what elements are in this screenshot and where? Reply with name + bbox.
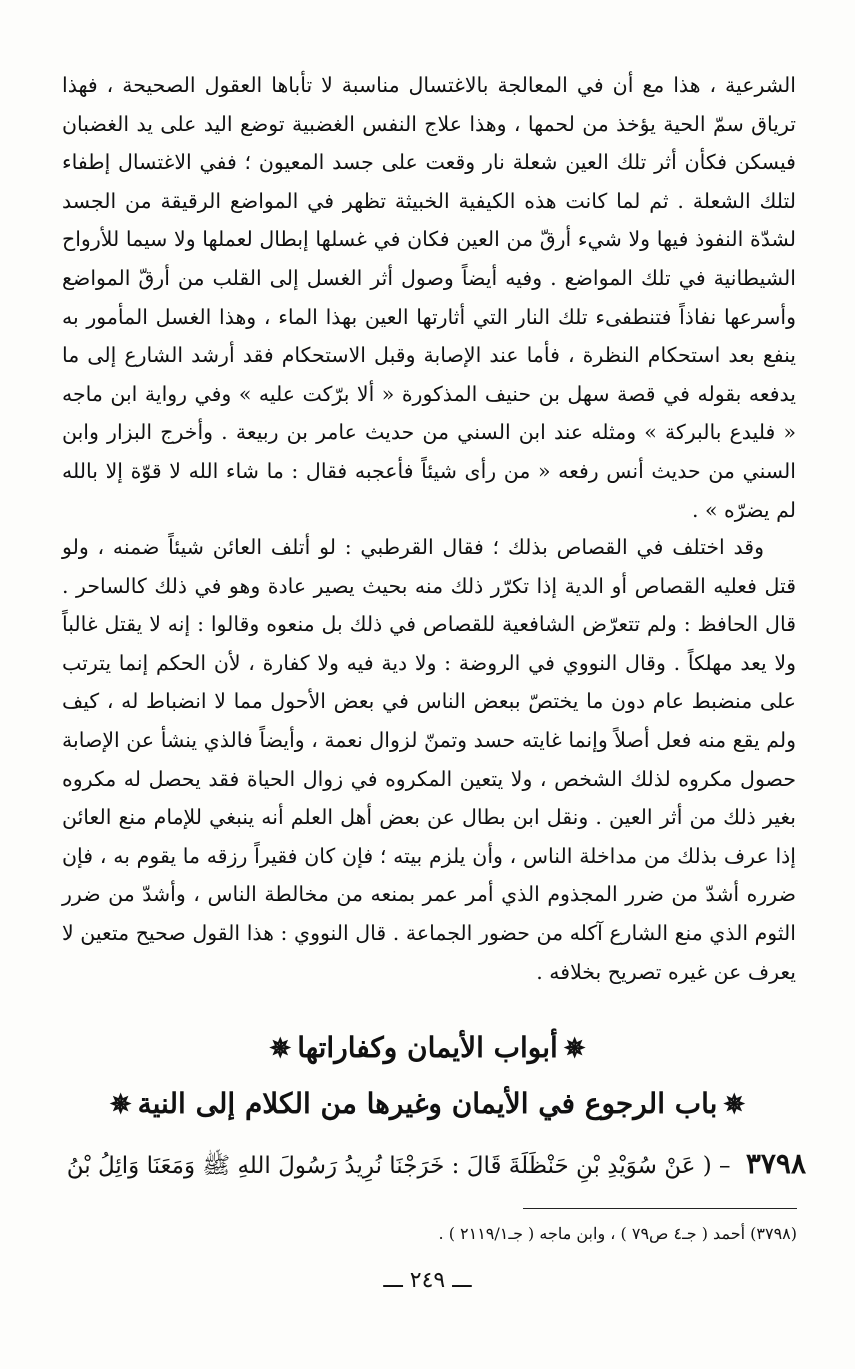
chapter-heading [40, 1087, 815, 1120]
section-heading [40, 1031, 815, 1064]
star-ornament-icon: ✵ [269, 1034, 292, 1064]
section-heading-text: أبواب الأيمان وكفاراتها [297, 1031, 558, 1064]
star-ornament-icon: ✵ [563, 1034, 586, 1064]
hadith-text: – ( عَنْ سُوَيْدِ بْنِ حَنْظَلَةَ قَالَ : خَرَجْنَا نُرِيدُ رَسُولَ اللهِ ﷺ وَمَعَنَا وَائِلُ بْنُ [66, 1153, 731, 1179]
footnote: (٣٧٩٨) أحمد ( جـ٤ ص٧٩ ) ، وابن ماجه ( جـ٢١١٩/١ ) . [438, 1224, 797, 1243]
body-paragraph-2: وقد اختلف في القصاص بذلك ؛ فقال القرطبي : لو أتلف العائن شيئاً ضمنه ، ولو قتل فعليه القصاص أو الدية إذا تكرّر ذلك منه بحيث يصير عادة وهو في ذلك كالساحر . قال الحافظ : ولم تتعرّض الشافعية للقصاص في ذلك بل منعوه وقالوا : إنه لا يقتل غالباً ولا يعد مهلكاً . وقال النووي في الروضة : ولا دية فيه ولا كفارة ، لأن الحكم إنما يترتب على منضبط عام دون ما يختصّ ببعض الناس في بعض الأحول مما لا انضباط له ، كيف ولم يقع منه فعل أصلاً وإنما غايته حسد وتمنّ لزوال نعمة ، وأيضاً فالذي ينشأ عن الإصابة حصول مكروه لذلك الشخص ، ولا يتعين المكروه في زوال الحياة فقد يحصل له مكروه بغير ذلك من أثر العين . ونقل ابن بطال عن بعض أهل العلم أنه ينبغي للإمام منع العائن إذا عرف بذلك من مداخلة الناس ، وأن يلزم بيته ؛ فإن كان فقيراً رزقه ما يقوم به ، فإن ضرره أشدّ من ضرر المجذوم الذي أمر عمر بمنعه من مخالطة الناس ، وأشدّ من ضرر الثوم الذي منع الشارع آكله من حضور الجماعة . قال النووي : هذا القول صحيح متعين لا يعرف عن غيره تصريح بخلافه . [62, 535, 796, 984]
chapter-heading-text: باب الرجوع في الأيمان وغيرها من الكلام إلى النية [137, 1087, 718, 1120]
star-ornament-icon: ✵ [723, 1090, 746, 1120]
star-ornament-icon: ✵ [109, 1090, 132, 1120]
page-number: ـــ ٢٤٩ ـــ [383, 1268, 472, 1293]
hadith-number: ٣٧٩٨ [745, 1147, 806, 1180]
body-paragraph-1: الشرعية ، هذا مع أن في المعالجة بالاغتسال مناسبة لا تأباها العقول الصحيحة ، فهذا ترياق سمّ الحية يؤخذ من لحمها ، وهذا علاج النفس الغضبية توضع اليد على يد الغضبان فيسكن فكأن أثر تلك العين شعلة نار وقعت على جسد المعيون ؛ ففي الاغتسال إطفاء لتلك الشعلة . ثم لما كانت هذه الكيفية الخبيثة تظهر في المواضع الرقيقة من الجسد لشدّة النفوذ فيها ولا شيء أرقّ من العين فكان في غسلها إبطال لعملها ولا سيما للأرواح الشيطانية في تلك المواضع . وفيه أيضاً وصول أثر الغسل إلى القلب من أرقّ المواضع وأسرعها نفاذاً فتنطفىء تلك النار التي أثارتها العين بهذا الماء ، وهذا الغسل المأمور به ينفع بعد استحكام النظرة ، فأما عند الإصابة وقبل الاستحكام فقد أرشد الشارع إلى ما يدفعه بقوله في قصة سهل بن حنيف المذكورة « ألا برّكت عليه » وفي رواية ابن ماجه « فليدع بالبركة » ومثله عند ابن السني من حديث عامر بن ربيعة . وأخرج البزار وابن السني من حديث أنس رفعه « من رأى شيئاً فأعجبه فقال : ما شاء الله لا قوّة إلا بالله لم يضرّه » . [62, 73, 796, 522]
hadith-line [50, 1147, 806, 1185]
footnote-divider [523, 1208, 797, 1209]
